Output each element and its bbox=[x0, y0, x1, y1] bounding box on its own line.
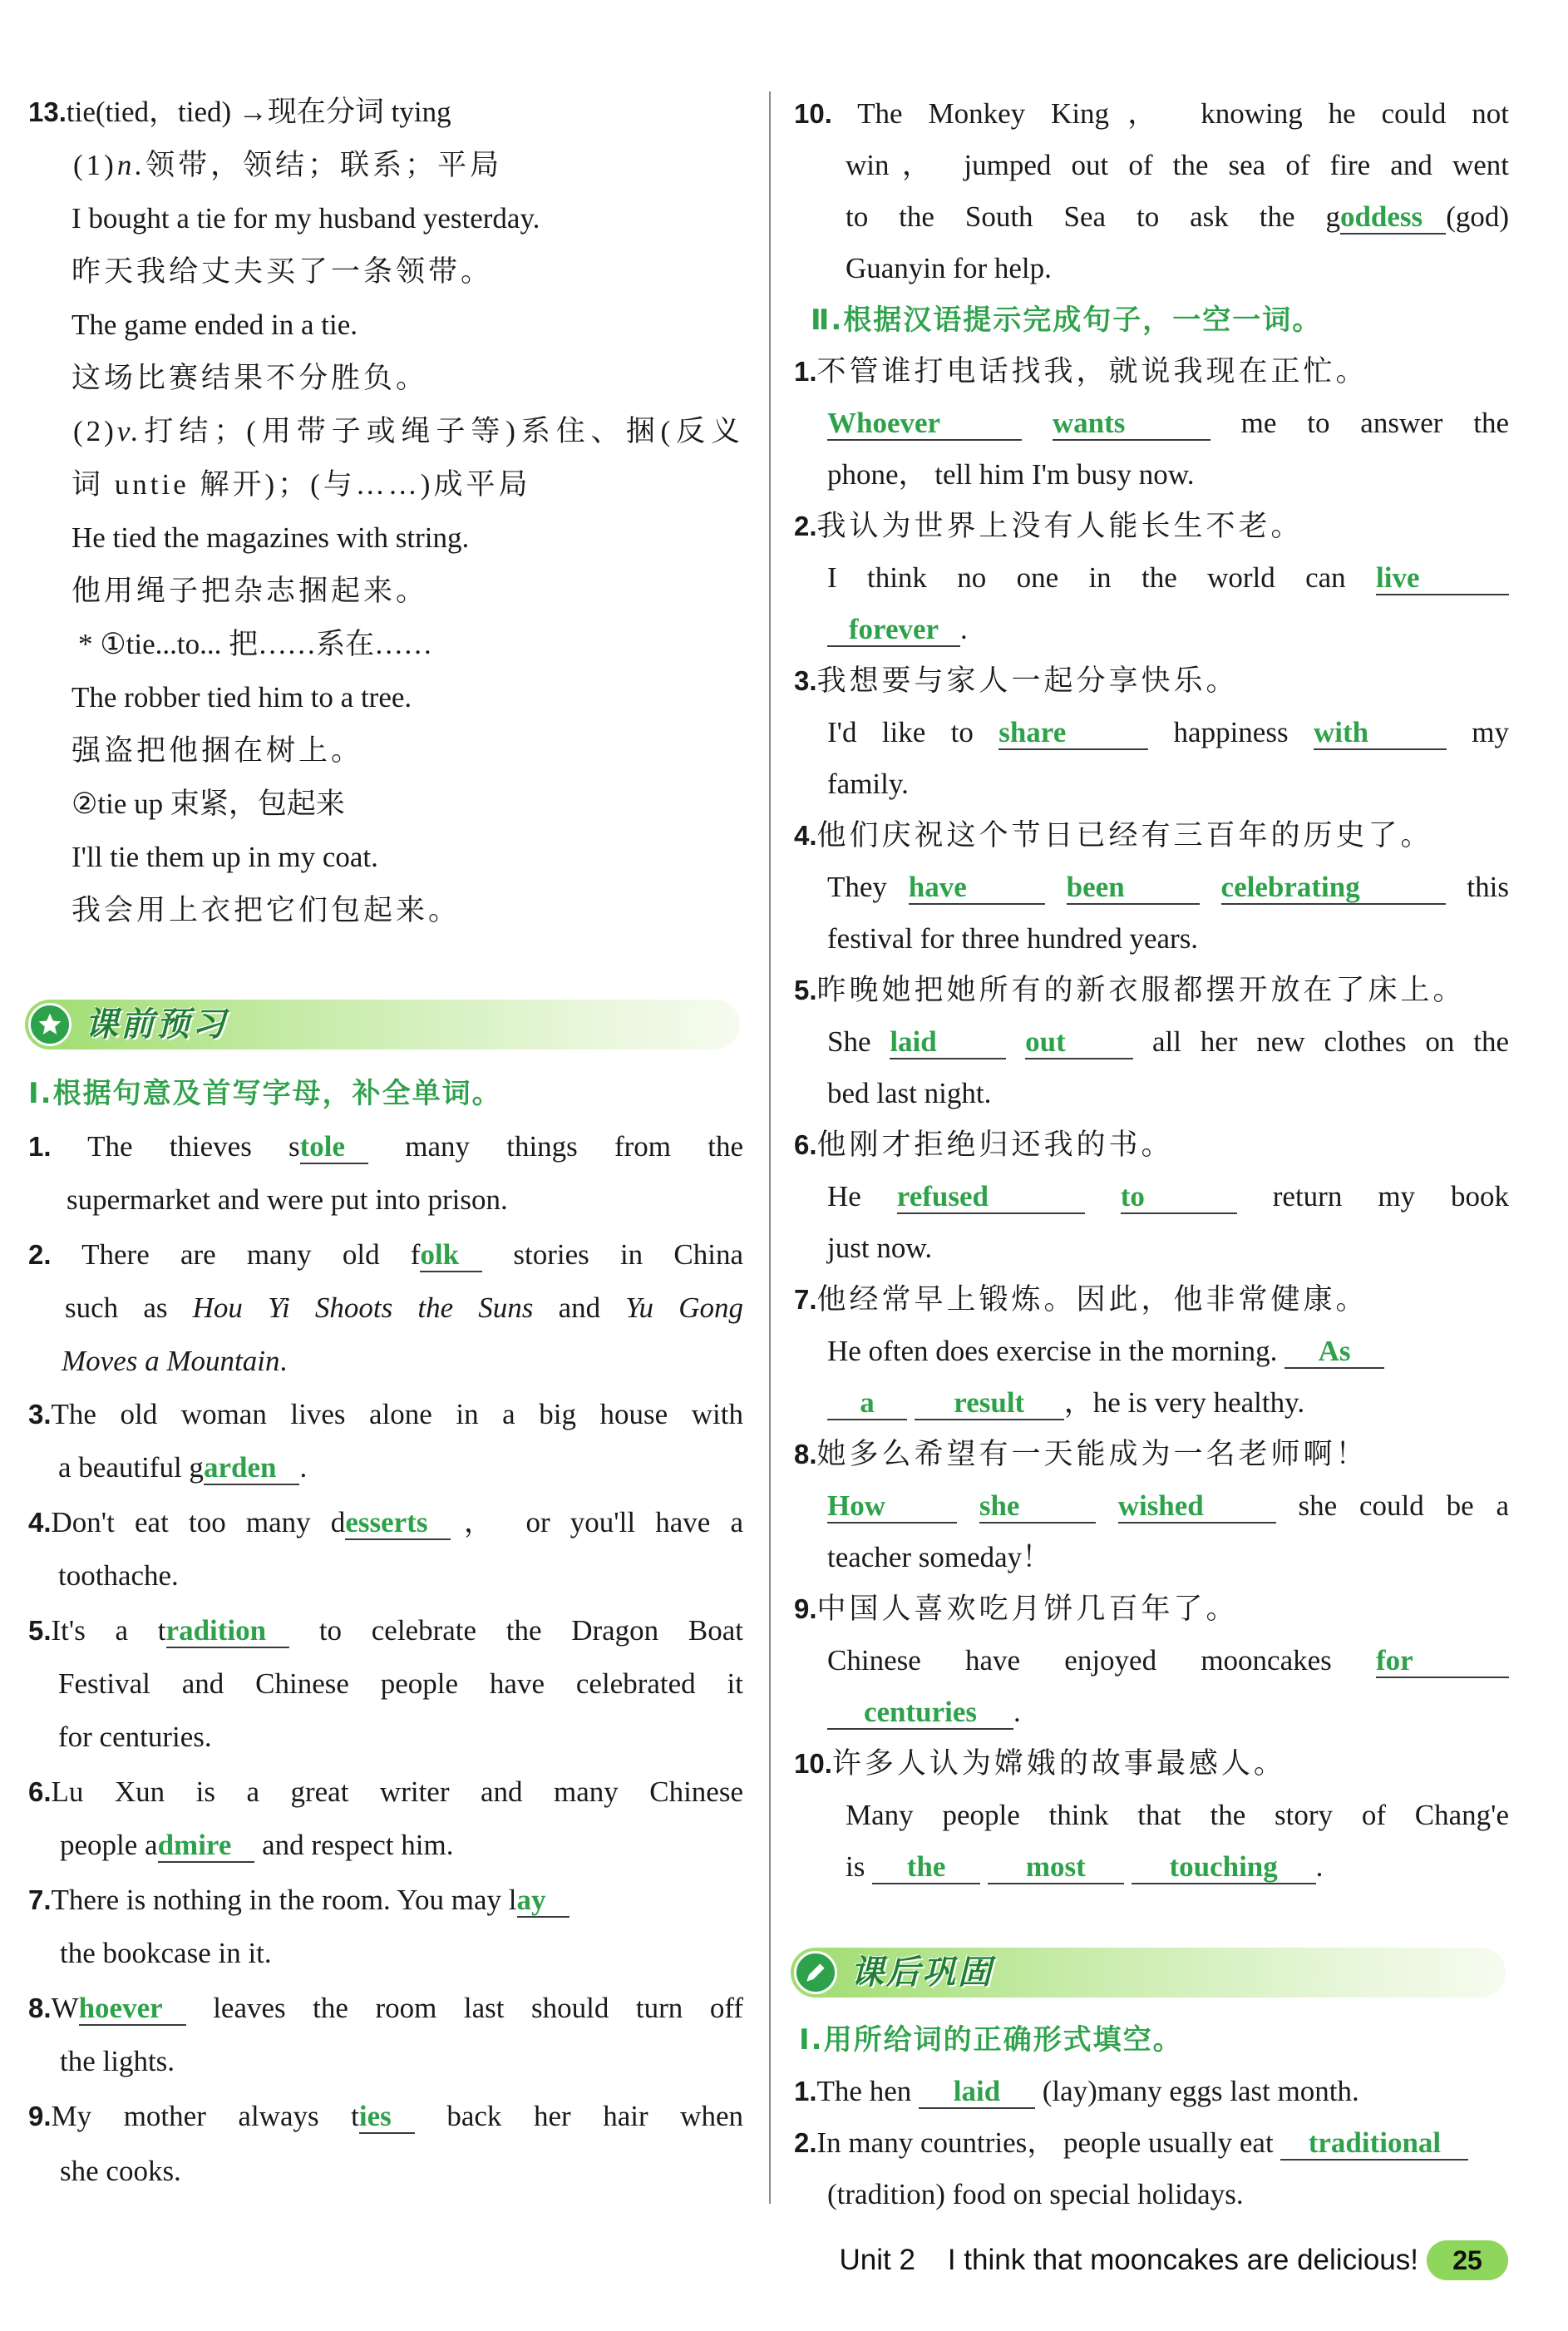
answer: As bbox=[1318, 1335, 1351, 1367]
answer: radition bbox=[165, 1614, 267, 1647]
answer: laid bbox=[953, 2075, 1001, 2107]
list-item: 1. The thieves stole many things from the bbox=[28, 1130, 743, 1163]
answer: the bbox=[906, 1850, 946, 1883]
list-item: 3.我想要与家人一起分享快乐。 bbox=[794, 664, 1239, 697]
answer: esserts bbox=[345, 1506, 428, 1538]
answer: refused bbox=[896, 1180, 989, 1212]
answer: laid bbox=[890, 1025, 937, 1058]
q13-ex1-en: I bought a tie for my husband yesterday. bbox=[71, 202, 540, 235]
answer: celebrating bbox=[1220, 871, 1360, 903]
answer: been bbox=[1066, 871, 1125, 903]
answer: wants bbox=[1052, 407, 1126, 439]
section-banner-preview bbox=[25, 1000, 740, 1049]
q13-ex1-cn: 昨天我给丈夫买了一条领带。 bbox=[71, 255, 494, 288]
section3-heading: Ⅰ.用所给词的正确形式填空。 bbox=[799, 2023, 1183, 2057]
q13-phrase1: * ①tie...to... 把……系在…… bbox=[78, 628, 433, 660]
answer: How bbox=[827, 1489, 885, 1522]
answer: wished bbox=[1117, 1489, 1204, 1522]
answer: ay bbox=[516, 1884, 546, 1916]
q13-ex2-en: The game ended in a tie. bbox=[71, 309, 358, 341]
answer: ies bbox=[358, 2100, 392, 2132]
answer: to bbox=[1120, 1180, 1145, 1212]
answer: have bbox=[908, 871, 967, 903]
answer: forever bbox=[848, 613, 939, 645]
answer: oddess bbox=[1339, 200, 1423, 233]
answer: touching bbox=[1169, 1850, 1278, 1883]
list-item: 10.许多人认为嫦娥的故事最感人。 bbox=[794, 1747, 1286, 1780]
star-icon bbox=[28, 1003, 71, 1046]
q13-head: 13.tie(tied，tied) →现在分词 tying bbox=[28, 96, 451, 128]
list-item: 6.他刚才拒绝归还我的书。 bbox=[794, 1128, 1174, 1161]
list-item: 1.The hen laid (lay)many eggs last month. bbox=[794, 2075, 1359, 2107]
answer: centuries bbox=[863, 1696, 978, 1728]
answer: she bbox=[979, 1489, 1020, 1522]
answer: tole bbox=[299, 1130, 346, 1163]
list-item: 3.The old woman lives alone in a big house with bbox=[28, 1398, 743, 1430]
list-item: 8.Whoever leaves the room last should turn off bbox=[28, 1992, 743, 2024]
banner-title: 课后巩固 bbox=[851, 1953, 994, 1992]
q13-phrase2: ②tie up 束紧，包起来 bbox=[71, 788, 345, 820]
list-item: 2.我认为世界上没有人能长生不老。 bbox=[794, 510, 1304, 542]
list-item: 6.Lu Xun is a great writer and many Chinese bbox=[28, 1775, 743, 1808]
page-footer bbox=[0, 2237, 1568, 2287]
q13-phrase1-cn: 强盗把他捆在树上。 bbox=[71, 734, 364, 767]
answer: Whoever bbox=[827, 407, 941, 439]
list-item: 7.他经常早上锻炼。因此，他非常健康。 bbox=[794, 1283, 1368, 1316]
list-item: 8.她多么希望有一天能成为一名老师啊！ bbox=[794, 1438, 1368, 1470]
answer: result bbox=[954, 1386, 1025, 1419]
q13-sense2-line2: 词 untie 解开)；(与……)成平局 bbox=[71, 468, 531, 501]
answer: share bbox=[998, 716, 1067, 748]
banner-title: 课前预习 bbox=[85, 1005, 228, 1044]
list-item: 1.不管谁打电话找我，就说我现在正忙。 bbox=[794, 355, 1368, 388]
answer: olk bbox=[420, 1238, 460, 1271]
q13-ex3-cn: 他用绳子把杂志捆起来。 bbox=[71, 575, 429, 607]
q13-ex3-en: He tied the magazines with string. bbox=[71, 521, 470, 554]
column-divider bbox=[769, 91, 771, 2204]
page-number-badge: 25 bbox=[1427, 2240, 1508, 2280]
answer: hoever bbox=[78, 1992, 163, 2024]
q13-phrase2-en: I'll tie them up in my coat. bbox=[71, 841, 378, 873]
list-item: 7.There is nothing in the room. You may lay bbox=[28, 1881, 743, 1919]
list-item: 2. There are many old folk stories in China bbox=[28, 1238, 743, 1271]
q13-sense2-line1: (2)v.打结；(用带子或绳子等)系住、捆(反义 bbox=[73, 415, 743, 447]
q10-line1: 10. The Monkey King， knowing he could not bbox=[794, 97, 1509, 130]
q13-phrase1-en: The robber tied him to a tree. bbox=[71, 681, 412, 714]
q13-phrase2-cn: 我会用上衣把它们包起来。 bbox=[71, 894, 461, 926]
answer: for bbox=[1376, 1644, 1413, 1677]
answer: a bbox=[860, 1386, 875, 1419]
section1-heading: Ⅰ.根据句意及首写字母，补全单词。 bbox=[28, 1077, 502, 1110]
q13-sense1: (1)n.领带，领结；联系；平局 bbox=[73, 149, 503, 181]
list-item: 9.中国人喜欢吃月饼几百年了。 bbox=[794, 1593, 1239, 1625]
answer: dmire bbox=[157, 1829, 232, 1861]
unit-title: Unit 2 I think that mooncakes are delicious! bbox=[839, 2244, 1418, 2276]
list-item: 4.他们庆祝这个节日已经有三百年的历史了。 bbox=[794, 819, 1433, 852]
list-item: 5.It's a tradition to celebrate the Dragon Boat bbox=[28, 1614, 743, 1647]
section2-heading: Ⅱ.根据汉语提示完成句子，一空一词。 bbox=[811, 304, 1323, 337]
answer: with bbox=[1313, 716, 1369, 748]
answer: most bbox=[1025, 1850, 1086, 1883]
list-item: 5.昨晚她把她所有的新衣服都摆开放在了床上。 bbox=[794, 974, 1466, 1006]
answer: live bbox=[1376, 561, 1420, 594]
q13-ex2-cn: 这场比赛结果不分胜负。 bbox=[71, 362, 429, 394]
answer: traditional bbox=[1308, 2126, 1442, 2159]
section-banner-review bbox=[791, 1948, 1506, 1998]
list-item: 9.My mother always ties back her hair when bbox=[28, 2100, 743, 2132]
answer: out bbox=[1025, 1025, 1066, 1058]
answer: arden bbox=[203, 1451, 277, 1484]
list-item: 4.Don't eat too many desserts ， or you'll have a bbox=[28, 1506, 743, 1538]
pen-icon bbox=[794, 1951, 837, 1994]
list-item: 2.In many countries， people usually eat traditional bbox=[794, 2124, 1509, 2162]
